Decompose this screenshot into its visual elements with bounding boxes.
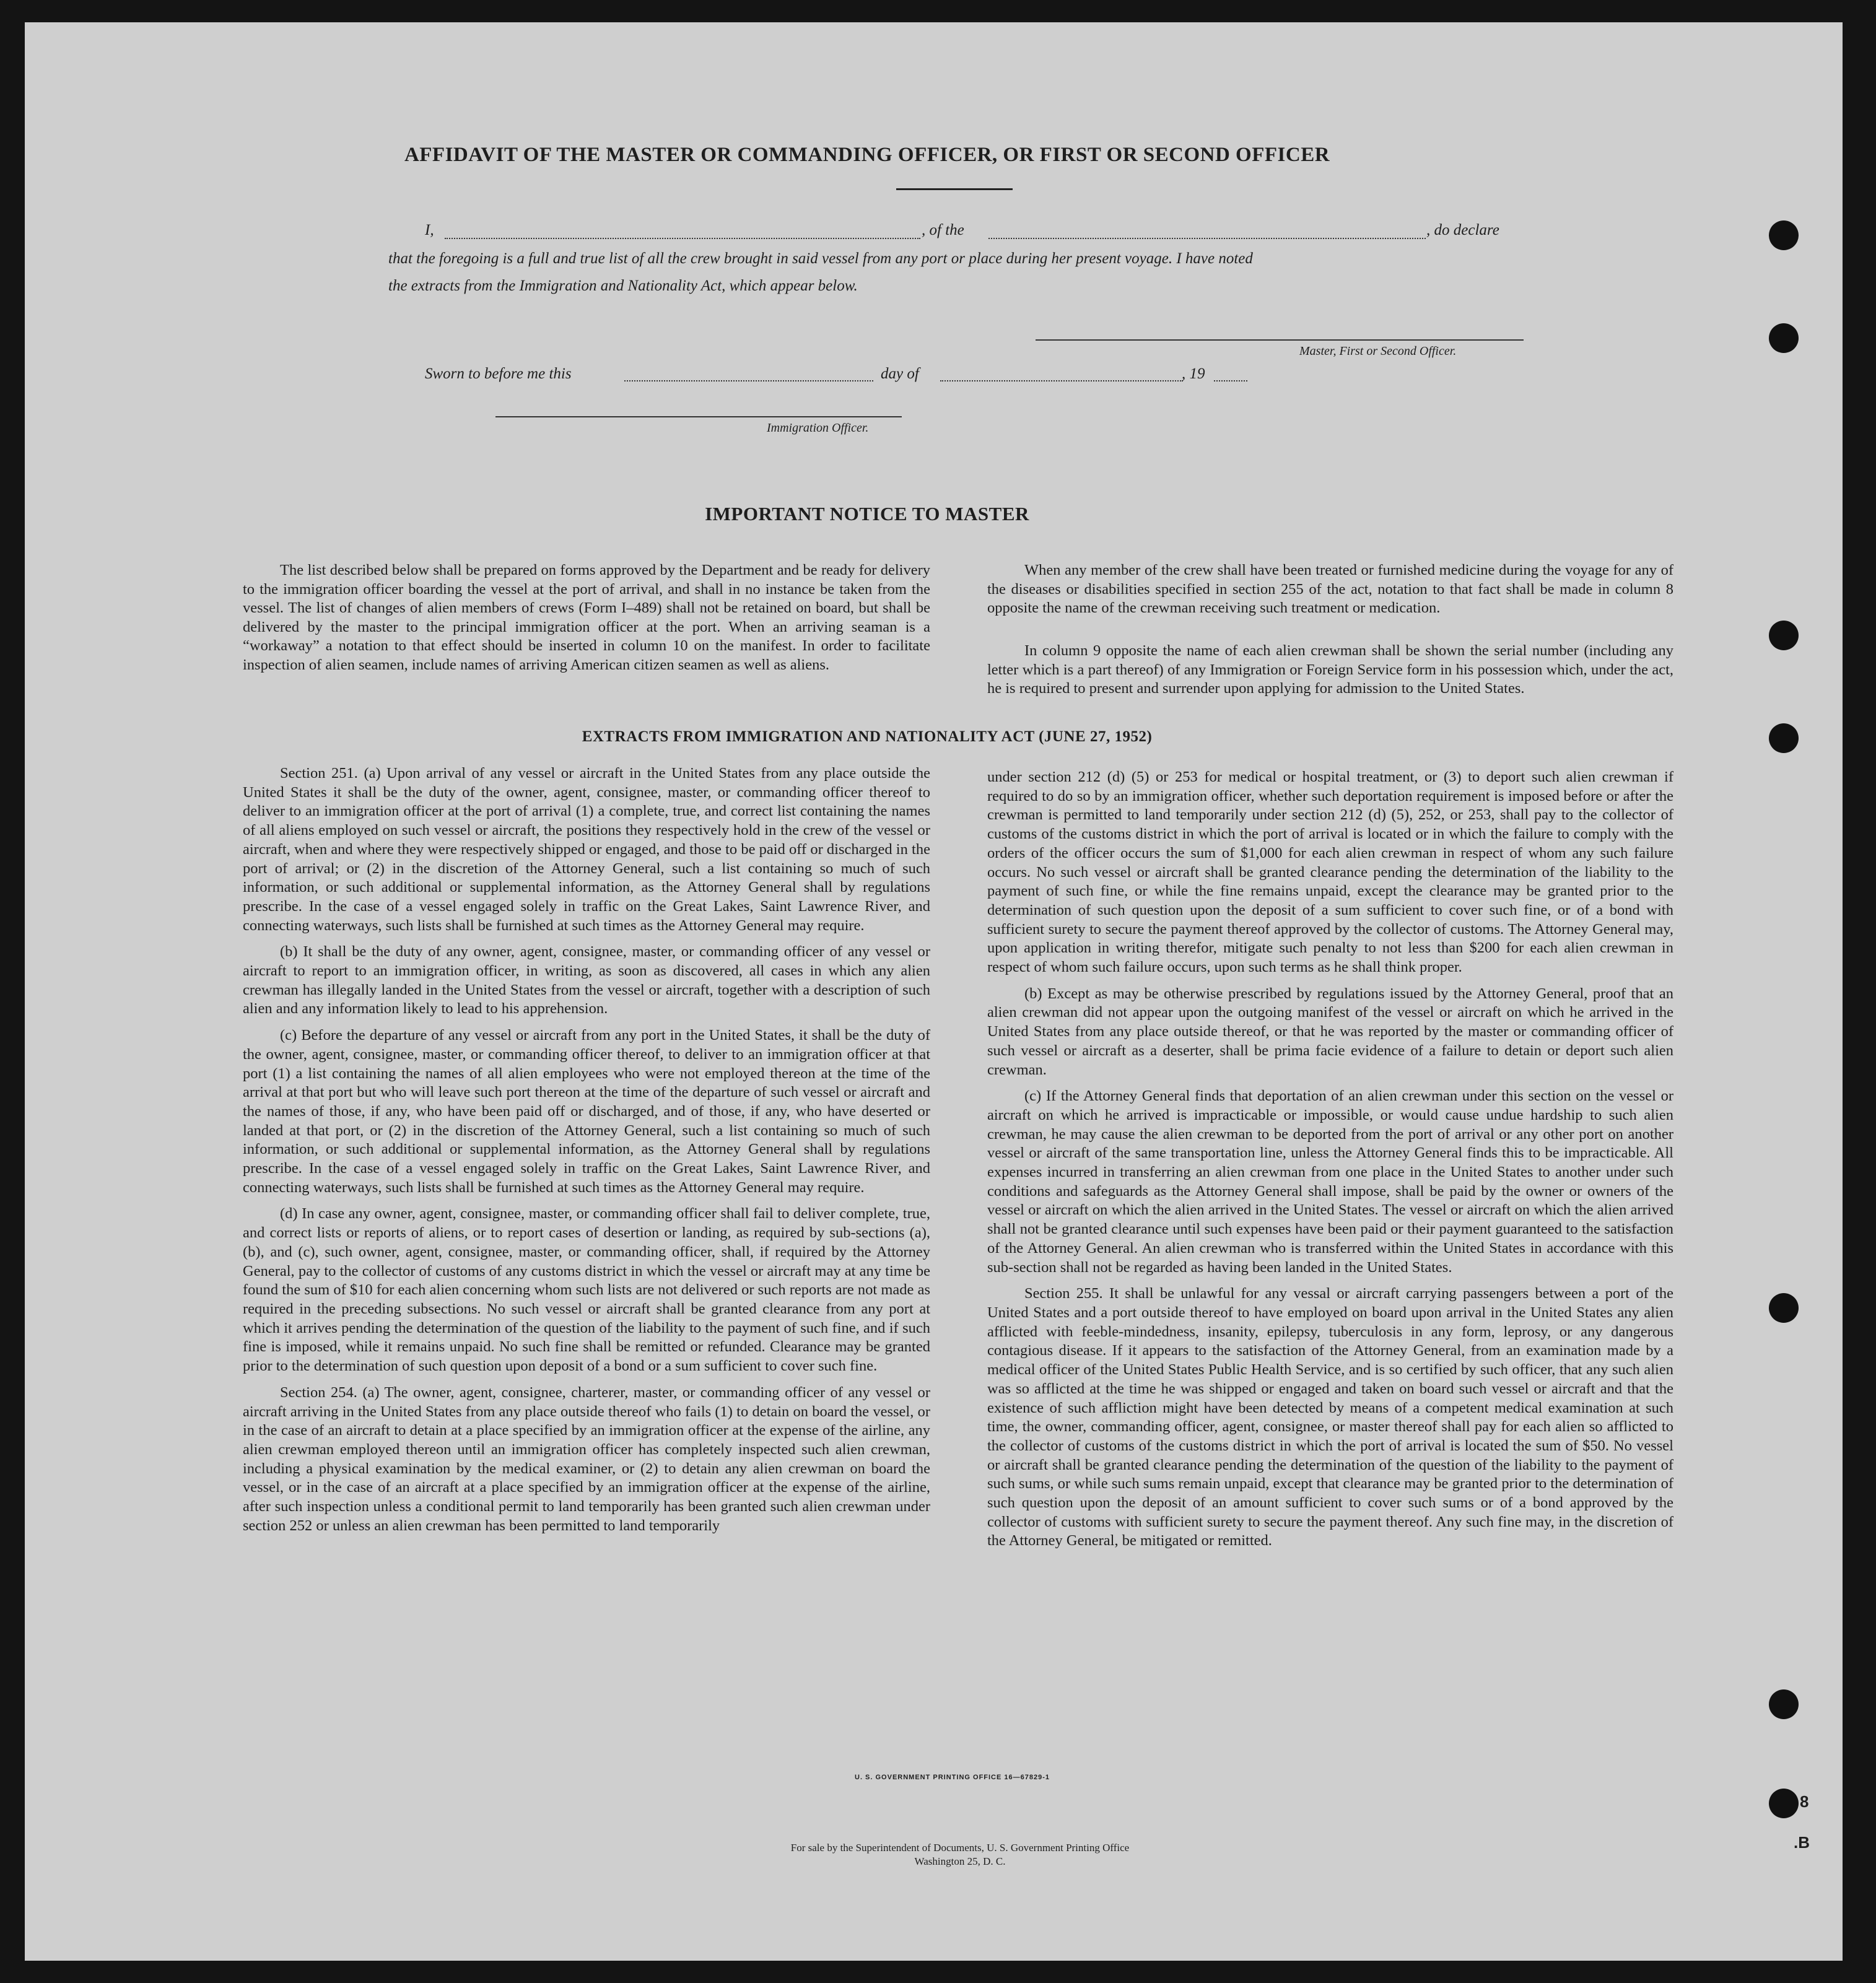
notice-title: IMPORTANT NOTICE TO MASTER (705, 503, 1029, 525)
printing-office-imprint: U. S. GOVERNMENT PRINTING OFFICE 16—67829-1 (855, 1774, 1050, 1781)
officer-signature-label: Immigration Officer. (767, 421, 869, 435)
of-the-label: , of the (922, 222, 964, 238)
master-signature-label: Master, First or Second Officer. (1299, 344, 1457, 358)
master-signature-line[interactable] (1036, 339, 1524, 341)
affidavit-statement-line: the extracts from the Immigration and Nationality Act, which appear below. (388, 277, 858, 294)
sworn-label: Sworn to before me this (425, 365, 572, 382)
affidavit-statement-line: that the foregoing is a full and true list of all the crew brought in said vessel from any port or place during her present voyage. I have noted (388, 250, 1253, 267)
do-declare-label: , do declare (1426, 222, 1499, 238)
extracts-right-column (987, 768, 1673, 1558)
sworn-day-field[interactable] (624, 380, 873, 381)
declarant-name-field[interactable] (445, 238, 920, 239)
sworn-month-field[interactable] (940, 380, 1183, 381)
statute-paragraph: (c) Before the departure of any vessel or aircraft from any port in the United States, it shall be the duty of the owner, agent, consignee, master, or commanding officer thereof, to deliver to an immigration officer at that port (1) a list containing the names of all alien employees who were not employed thereon at the time of the arrival at that port but who will leave such port thereon at the time of the departure of such vessel or aircraft and the names of those, if any, who have been paid off or discharged, and of those, if any, who have deserted or landed at that port, or (2) in the discretion of the Attorney General, such a list containing so much of such information, or such additional or supplemental information, as the Attorney General shall by regulations prescribe. In the case of a vessel engaged solely in traffic on the Great Lakes, Saint Lawrence River, and connecting waterways, such lists shall be furnished at such times as the Attorney General may require. (243, 1027, 930, 1196)
statute-paragraph: under section 212 (d) (5) or 253 for medical or hospital treatment, or (3) to deport such alien crewman if required to do so by an immigration officer, whether such deportation requirement is imposed before or after the crewman is permitted to land temporarily under section 212 (d) (5), 252, or 253, shall pay to the collector of customs of the customs district in which the port of arrival is located or in which the failure to comply with the orders of the officer occurs the sum of $1,000 for each alien crewman in respect of whom any such failure occurs. No such vessel or aircraft shall be granted clearance pending the determination of the liability to the payment of such fine, or while the fine remains unpaid, except the clearance may be granted prior to the determination of such question upon the deposit of a sum sufficient to cover such fine, or of a bond with sufficient surety to secure the payment thereof approved by the collector of customs. The Attorney General may, upon application in writing therefor, mitigate such penalty to not less than $200 for each alien crewman in respect of whom such failure occurs, upon such terms as he shall think proper. (987, 769, 1673, 976)
statute-paragraph: Section 251. (a) Upon arrival of any vessel or aircraft in the United States from any place outside the United States it shall be the duty of the owner, agent, consignee, master, or commanding officer thereof to deliver to an immigration officer at the port of arrival (1) a complete, true, and correct list containing the names of all aliens employed on such vessel or aircraft, the positions they respectively hold in the crew of the vessel or aircraft, when and where they were respectively shipped or engaged, and those to be paid off or discharged in the port of arrival; or (2) in the discretion of the Attorney General, such a list containing so much of such information, or such additional or supplemental information, as the Attorney General shall by regulations prescribe. In the case of a vessel engaged solely in traffic on the Great Lakes, Saint Lawrence River, and connecting waterways, such lists shall be furnished at such times as the Attorney General may require. (243, 765, 930, 934)
notice-right-paragraph: In column 9 opposite the name of each alien crewman shall be shown the serial number (including any letter which is a part thereof) of any Immigration or Foreign Service form in his possession which, under the act, he is required to present and surrender upon applying for admission to the United States. (987, 642, 1673, 697)
vessel-name-field[interactable] (988, 238, 1426, 239)
binder-hole-icon (1769, 1689, 1799, 1719)
year-label: , 19 (1182, 365, 1205, 382)
binder-hole-icon (1769, 1789, 1799, 1818)
margin-mark: 8 (1800, 1792, 1809, 1811)
statute-paragraph: Section 254. (a) The owner, agent, consignee, charterer, master, or commanding officer of any vessel or aircraft arriving in the United States from any place outside thereof who fails (1) to detain on board the vessel, or in the case of an aircraft to detain at a place specified by an immigration officer at the expense of the airline, any alien crewman employed thereon until an immigration officer has completely inspected such alien crewman, including a physical examination by the medical examiner, or (2) to detain any alien crewman on board the vessel, or in the case of an aircraft at a place specified by an immigration officer at the expense of the airline, after such inspection unless a conditional permit to land temporarily has been granted such alien crewman under section 252 or unless an alien crewman has been permitted to land temporarily (243, 1384, 930, 1534)
binder-hole-icon (1769, 1293, 1799, 1323)
extracts-title: EXTRACTS FROM IMMIGRATION AND NATIONALITY ACT (JUNE 27, 1952) (582, 728, 1153, 745)
day-of-label: day of (881, 365, 919, 382)
sworn-year-field[interactable] (1214, 380, 1247, 381)
affidavit-title: AFFIDAVIT OF THE MASTER OR COMMANDING OFFICER, OR FIRST OR SECOND OFFICER (404, 144, 1330, 166)
for-sale-location: Washington 25, D. C. (914, 1855, 1006, 1867)
title-divider (896, 188, 1013, 190)
statute-paragraph: Section 255. It shall be unlawful for any vessal or aircraft carrying passengers between a port of the United States and a port outside thereof to have employed on board upon arrival in the United States any alien afflicted with feeble-mindedness, insanity, epilepsy, tuberculosis in any form, leprosy, or any dangerous contagious disease. If it appears to the satisfaction of the Attorney General, from an examination made by a medical officer of the United States Public Health Service, and is so certified by such officer, that any such alien was so afflicted at the time he was shipped or engaged and taken on board such vessel or aircraft and that the existence of such affliction might have been detected by means of a competent medical examination at such time, the owner, commanding officer, agent, consignee, or master thereof shall pay for each alien so afflicted to the collector of customs of the customs district in which the port of arrival is located the sum of $50. No vessel or aircraft shall be granted clearance pending the determination of the question of the liability to the payment of such sums, or while such sums remain unpaid, except that clearance may be granted prior to the determination of such question upon the deposit of an amount sufficient to cover such sums or of a bond approved by the collector of customs with sufficient surety to secure the payment thereof. Any such fine may, in the discretion of the Attorney General, be mitigated or remitted. (987, 1285, 1673, 1549)
binder-hole-icon (1769, 220, 1799, 250)
margin-mark: .B (1794, 1833, 1810, 1852)
notice-right-paragraph: When any member of the crew shall have been treated or furnished medicine during the voyage for any of the diseases or disabilities specified in section 255 of the act, notation to that fact shall be made in column 8 opposite the name of the crewman receiving such treatment or medication. (987, 562, 1673, 616)
notice-left-paragraph: The list described below shall be prepared on forms approved by the Department and be ready for delivery to the immigration officer boarding the vessel at the port of arrival, and shall in no instance be taken from the vessel. The list of changes of alien members of crews (Form I–489) shall not be retained on board, but shall be delivered by the master to the principal immigration officer at the port. When an arriving seaman is a “workaway” a notation to that effect should be inserted in column 10 on the manifest. In order to facilitate inspection of alien seamen, include names of arriving American citizen seamen as well as aliens. (243, 562, 930, 673)
officer-signature-line[interactable] (495, 416, 902, 417)
statute-paragraph: (b) It shall be the duty of any owner, agent, consignee, master, or commanding officer of any vessel or aircraft to report to an immigration officer, in writing, as soon as discovered, all cases in which any alien crewman has illegally landed in the United States from the vessel or aircraft, together with a description of such alien and any information likely to lead to his apprehension. (243, 943, 930, 1018)
statute-paragraph: (d) In case any owner, agent, consignee, master, or commanding officer shall fail to deliver complete, true, and correct lists or reports of aliens, or to report cases of desertion or landing, as required by sub-sections (a), (b), and (c), such owner, agent, consignee, master, or commanding officer, shall, if required by the Attorney General, pay to the collector of customs of any customs district in which the vessel or aircraft may at any time be found the sum of $10 for each alien concerning whom such lists are not delivered or such reports are not made as required in the preceding subsections. No such vessel or aircraft shall be granted clearance from any port at which it arrives pending the determination of the question of the liability to the payment of such fine, and if such fine is imposed, while it remains unpaid. No such fine shall be remitted or refunded. Clearance may be granted prior to the determination of such question upon deposit of a bond or a sum sufficient to cover such fine. (243, 1205, 930, 1375)
statute-paragraph: (c) If the Attorney General finds that deportation of an alien crewman under this section on the vessel or aircraft on which he arrived is impracticable or impossible, or would cause undue hardship to such alien crewman, he may cause the alien crewman to be deported from the port of arrival or any other port on another vessel or aircraft of the same transportation line, unless the Attorney General finds this to be impracticable. All expenses incurred in transferring an alien crewman from one place in the United States to another under such conditions and safeguards as the Attorney General shall impose, shall be paid by the owner or owners of the vessel or aircraft on which the alien arrived in the United States. The vessel or aircraft on which the alien arrived shall not be granted clearance until such expenses have been paid or their payment guaranteed to the satisfaction of the Attorney General. An alien crewman who is transferred within the United States in accordance with this sub-section shall not be regarded as having been landed in the United States. (987, 1087, 1673, 1276)
binder-hole-icon (1769, 723, 1799, 753)
declarant-prefix: I, (425, 222, 434, 238)
binder-hole-icon (1769, 621, 1799, 650)
extracts-left-column (243, 764, 930, 1543)
binder-hole-icon (1769, 323, 1799, 353)
statute-paragraph: (b) Except as may be otherwise prescribed by regulations issued by the Attorney General, proof that an alien crewman did not appear upon the outgoing manifest of the vessel or aircraft on which he arrived in the United States from any place outside thereof, or that he was reported by the master or commanding officer of such vessel or aircraft as a deserter, shall be prima facie evidence of a failure to detain or deport such alien crewman. (987, 985, 1673, 1078)
for-sale-line: For sale by the Superintendent of Documents, U. S. Government Printing Office (790, 1842, 1130, 1854)
